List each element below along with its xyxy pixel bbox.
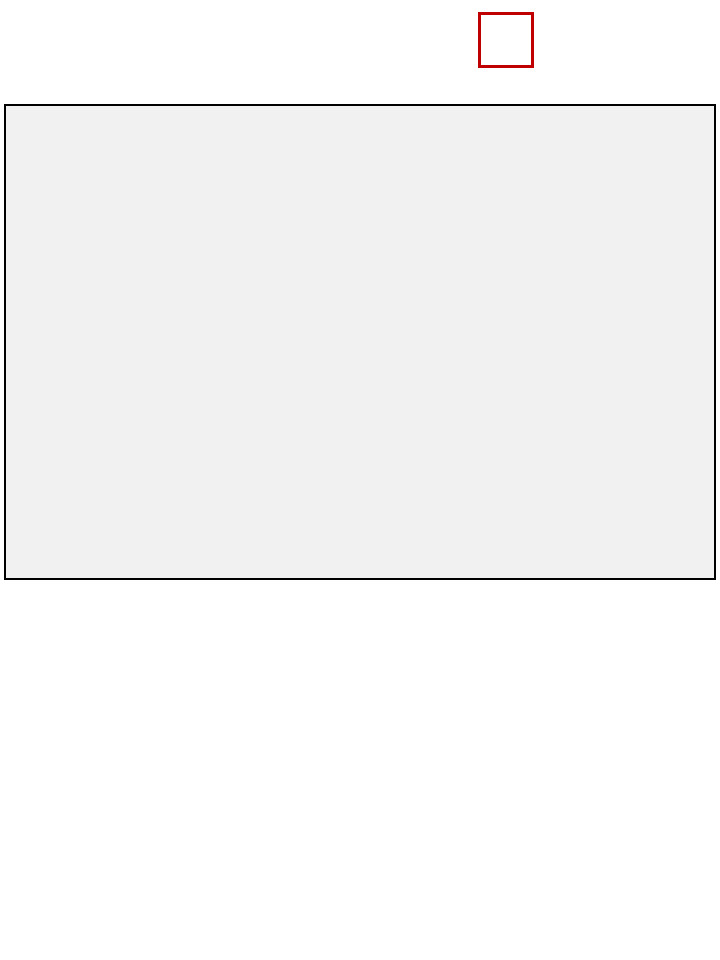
logo (478, 8, 710, 72)
header (0, 0, 720, 104)
seal-icon (478, 12, 534, 68)
chart-grid (4, 104, 716, 580)
